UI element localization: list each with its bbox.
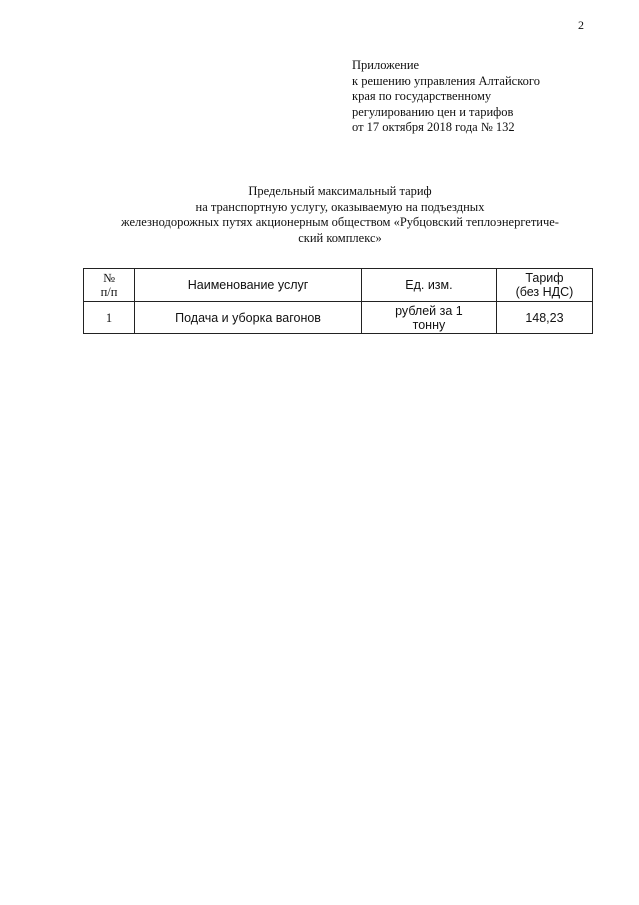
appendix-line: от 17 октября 2018 года № 132 — [352, 120, 515, 134]
appendix-line: Приложение — [352, 58, 420, 72]
header-num — [84, 269, 135, 302]
title-line: ский комплекс» — [298, 230, 382, 245]
appendix-line: регулированию цен и тарифов — [352, 104, 514, 119]
header-tariff-line1: Тариф — [525, 271, 564, 285]
document-title — [60, 184, 620, 246]
header-unit: Ед. изм. — [361, 269, 496, 302]
header-tariff-line2: (без НДС) — [515, 285, 574, 299]
cell-unit-line2: тонну — [412, 317, 446, 332]
cell-name: Подача и уборка вагонов — [135, 302, 362, 334]
tariff-table — [83, 268, 593, 334]
header-num-line2: п/п — [100, 285, 118, 299]
appendix-block — [352, 58, 612, 136]
appendix-line: к решению управления Алтайского — [352, 73, 540, 88]
cell-unit-line1: рублей за 1 — [395, 303, 463, 318]
cell-tariff: 148,23 — [496, 302, 592, 334]
title-line: железнодорожных путях акционерным обществом «Рубцовский теплоэнергетиче- — [121, 215, 559, 229]
page-number: 2 — [578, 18, 584, 32]
title-line: на транспортную услугу, оказываемую на подъездных — [195, 199, 485, 214]
header-name: Наименование услуг — [135, 269, 362, 302]
header-num-line1: № — [103, 271, 116, 285]
table-row — [84, 302, 593, 334]
cell-num: 1 — [84, 302, 135, 334]
table-header-row — [84, 269, 593, 302]
header-tariff — [496, 269, 592, 302]
title-line: Предельный максимальный тариф — [248, 184, 432, 198]
cell-unit — [361, 302, 496, 334]
appendix-line: края по государственному — [352, 89, 492, 103]
